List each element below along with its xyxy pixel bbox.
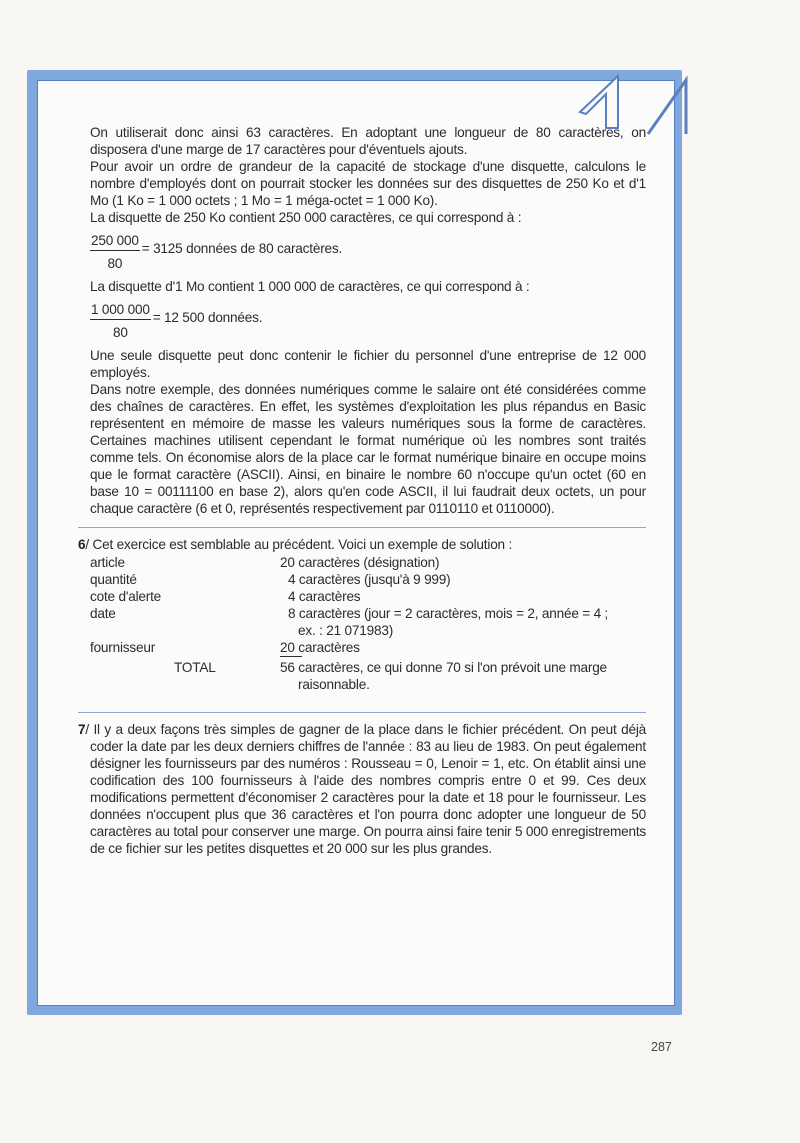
- paragraph-1mo: La disquette d'1 Mo contient 1 000 000 de caractères, ce qui correspond à :: [90, 279, 530, 294]
- section-divider: [78, 527, 646, 528]
- record-spec-table: [90, 554, 646, 702]
- spec-value-total-cont: raisonnable.: [298, 677, 370, 692]
- spec-label-date: date: [90, 606, 116, 621]
- page-number: 287: [651, 1040, 672, 1054]
- spec-value-article: 20 caractères (désignation): [280, 555, 440, 570]
- fraction-result: = 12 500 données.: [152, 310, 263, 325]
- fraction-numerator: 1 000 000: [90, 301, 151, 320]
- spec-label-alert: cote d'alerte: [90, 589, 162, 604]
- fraction-250ko: [90, 232, 646, 272]
- spec-value-alert: 4 caractères: [288, 589, 361, 604]
- fraction-numerator: 250 000: [90, 232, 140, 251]
- spec-label-article: article: [90, 555, 125, 570]
- paragraph-capacity: Pour avoir un ordre de grandeur de la capacité de stockage d'une disquette, calculons le nombre d'employés dont on pourrait stocker les données sur des disquettes de 250 Ko et d'1 Mo (1 Ko = 1 000 octets ; 1 Mo = 1 méga-octet = 1 000 Ko).: [90, 159, 646, 208]
- fraction-denominator: 80: [107, 256, 123, 271]
- exercise-7: [78, 721, 647, 857]
- section-divider: [78, 712, 646, 713]
- fraction-denominator: 80: [112, 325, 128, 340]
- spec-value-date-example: ex. : 21 071983): [298, 623, 394, 638]
- paragraph-employees: Une seule disquette peut donc contenir le fichier du personnel d'une entreprise de 12 000 employés.: [90, 348, 646, 380]
- paragraph-250ko: La disquette de 250 Ko contient 250 000 caractères, ce qui correspond à :: [90, 210, 522, 225]
- paragraph-margin: On utiliserait donc ainsi 63 caractères. En adoptant une longueur de 80 caractères, on disposera d'une marge de 17 caractères pour d'éventuels ajouts.: [90, 125, 646, 157]
- spec-label-supplier: fournisseur: [90, 640, 156, 655]
- page-content: [78, 124, 647, 857]
- spec-label-quantity: quantité: [90, 572, 137, 587]
- fraction-1mo: [90, 301, 646, 341]
- spec-label-total: TOTAL: [174, 660, 216, 675]
- paragraph-numeric-format: Dans notre exemple, des données numériques comme le salaire ont été considérées comme des chaînes de caractères. En effet, les systèmes d'exploitation les plus répandus en Basic représentent en mémoire de masse les valeurs numériques sous la forme de caractères. Certaines machines utilisent cependant le format numérique où les nombres sont traités comme tels. On économise alors de la place car le format numérique binaire en occupe moins que le format caractère (ASCII). Ainsi, en binaire le nombre 60 n'occupe qu'un octet (60 en base 10 = 00111100 en base 2), alors qu'en code ASCII, il lui faudrait deux octets, un pour chaque caractère (6 et 0, représentés respectivement par 0110110 et 0110000).: [90, 382, 646, 516]
- exercise-7-text: / Il y a deux façons très simples de gagner de la place dans le fichier précédent. On peut déjà coder la date par les deux derniers chiffres de l'année : 83 au lieu de 1983. On peut également désigner les fournisseurs par des numéros : Rousseau = 0, Lenoir = 1, etc. On établit ainsi une codification des 100 fournisseurs à l'aide des nombres compris entre 0 et 99. Ces deux modifications permettent d'économiser 2 caractères pour la date et 18 pour le fournisseur. Les données n'occupent plus que 36 caractères et l'on pourra donc adopter une longueur de 50 caractères au total pour conserver une marge. On pourra ainsi faire tenir 5 000 enregistrements de ce fichier sur les petites disquettes et 20 000 sur les plus grandes.: [85, 722, 647, 856]
- spec-value-quantity: 4 caractères (jusqu'à 9 999): [288, 572, 451, 587]
- spec-value-total: 56 caractères, ce qui donne 70 si l'on prévoit une marge: [280, 660, 607, 675]
- exercise-6-intro: [78, 536, 646, 553]
- exercise-6-number: 6: [78, 537, 86, 552]
- sum-underline: [280, 656, 302, 657]
- spec-value-date: 8 caractères (jour = 2 caractères, mois = 2, année = 4 ;: [288, 606, 609, 621]
- fraction-result: = 3125 données de 80 caractères.: [141, 241, 343, 256]
- spec-value-supplier: 20 caractères: [280, 640, 360, 655]
- exercise-6-intro-text: / Cet exercice est semblable au précédent. Voici un exemple de solution :: [85, 537, 513, 552]
- exercise-7-number: 7: [78, 722, 86, 737]
